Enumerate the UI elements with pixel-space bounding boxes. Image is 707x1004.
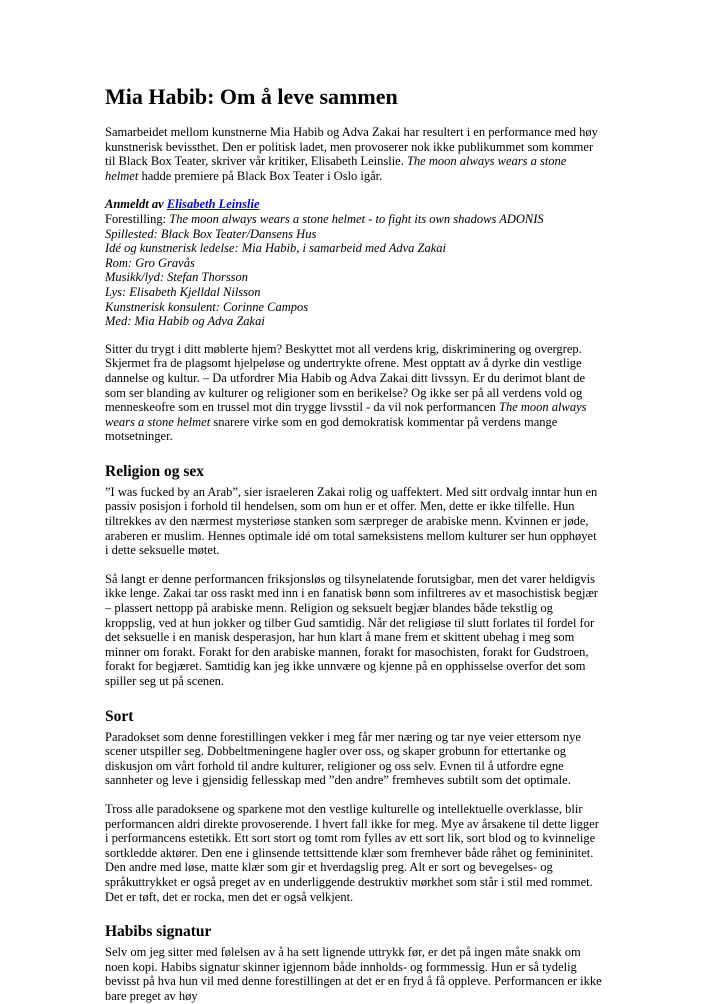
forestilling-label: Forestilling: xyxy=(105,211,170,226)
credit-line-forestilling xyxy=(105,212,602,227)
article-content xyxy=(105,84,602,1004)
article-title: Mia Habib: Om å leve sammen xyxy=(105,84,398,109)
credit-line-rom: Rom: Gro Gravås xyxy=(105,255,195,270)
paragraph-religion-1: ”I was fucked by an Arab”, sier israeleren Zakai rolig og uaffektert. Med sitt ordvalg inntar hun en passiv posisjon i forhold til hendelsen, som om hun er et offer. Men, dette er ikke tilfelle. Hun tiltrekkes av den nærmest mysteriøse stanken som særpreger de arabiske menn. Kvinnen er jøde, araberen er muslim. Hennes optimale idé om total sameksistens mellom kulturer ser hun opphøyet i dette seksuelle møtet. xyxy=(105,484,598,558)
credits-block xyxy=(105,197,602,328)
credit-line-reviewed-by xyxy=(105,197,602,212)
lead-paragraph xyxy=(105,125,602,183)
credit-line-med: Med: Mia Habib og Adva Zakai xyxy=(105,314,265,329)
paragraph-sort-2: Tross alle paradoksene og sparkene mot den vestlige kulturelle og intellektuelle overklasse, blir performancen aldri direkte provoserende. I hvert fall ikke for meg. Mye av årsakene til dette ligger i performancens estetikk. Ett sort stort og tomt rom fylles av ett sort lik, sort blod og to kvinnelige sortkledde aktører. Den ene i glinsende tettsittende klær som fremhever både råhet og femininitet. Den andre med løse, matte klær som gir et hverdagslig preg. Alt er sort og bevegelses- og språkuttrykket er også preget av en underliggende destruktiv mørkhet som står i stil med rommet. Det er tøft, det er rocka, men det er også velkjent. xyxy=(105,801,599,904)
intro-part1: Sitter du trygt i ditt møblerte hjem? Beskyttet mot all verdens krig, diskriminering og overgrep. Skjermet fra de plagsomt hjelpeløse og undertrykte ofrene. Mest opptatt av å dyrke din vestlige dannelse og kultur. – Da utfordrer Mia Habib og Adva Zakai ditt livssyn. Er du derimot blant de som ser blanding av kulturer og religioner som en berikelse? Og ikke ser på all verdens vold og menneskeofre som en trussel mot din trygge livsstil - da vil nok performancen xyxy=(105,341,586,415)
forestilling-value: The moon always wears a stone helmet - to fight its own shadows ADONIS xyxy=(169,211,544,226)
paragraph-sort-1: Paradokset som denne forestillingen vekker i meg får mer næring og tar nye veier ettersom nye scener utspiller seg. Dobbeltmeningene hagler over oss, og skaper grobunn for ettertanke og diskusjon om vårt forhold til andre kulturer, religioner og oss selv. Evnen til å utfordre egne sannheter og leve i gjensidig fellesskap med ”den andre” fremheves subtilt som det optimale. xyxy=(105,729,581,788)
credit-line-konsulent: Kunstnerisk konsulent: Corinne Campos xyxy=(105,299,309,314)
credit-line-musikk-lyd: Musikk/lyd: Stefan Thorsson xyxy=(105,270,249,285)
paragraph-habibs-signatur-1: Selv om jeg sitter med følelsen av å ha sett lignende uttrykk før, er det på ingen måte snakk om noen kopi. Habibs signatur skinner igjennom både innholds- og formmessig. Hun er så tydelig bevisst på hva hun vil med denne forestillingen at det er en fryd å få oppleve. Performancen er ikke bare preget av høy xyxy=(105,945,602,1003)
section-heading-religion-og-sex: Religion og sex xyxy=(105,462,205,480)
lead-part2: hadde premiere på Black Box Teater i Oslo igår. xyxy=(138,168,383,183)
credit-line-ide-ledelse: Idé og kunstnerisk ledelse: Mia Habib, i samarbeid med Adva Zakai xyxy=(105,241,447,256)
reviewer-link[interactable]: Elisabeth Leinslie xyxy=(166,197,260,212)
performance-title-italic: The moon always wears a stone helmet xyxy=(105,400,587,429)
paragraph-religion-2: Så langt er denne performancen friksjonsløs og tilsynelatende forutsigbar, men det varer heldigvis ikke lenge. Zakai tar oss raskt med inn i en fanatisk bønn som infiltreres av et masochistisk begjær – plassert nettopp på arabiske menn. Religion og seksuelt begjær blandes både tekstlig og kroppslig, ved at hun jokker og tilber Gud samtidig. Når det religiøse til slutt forlates til fordel for det seksuelle i en manisk desperasjon, har hun klart å mane frem et skittent ubehag i meg som minner om forakt. Forakt for den arabiske mannen, forakt for masochisten, forakt for Gudstroen, forakt for begjæret. Samtidig kan jeg ikke unnvære og kjenne på en opphisselse overfor det som spiller seg ut på scenen. xyxy=(105,571,598,688)
section-heading-habibs-signatur: Habibs signatur xyxy=(105,923,212,941)
performance-title-italic: The moon always wears a stone helmet xyxy=(105,154,567,183)
intro-paragraph xyxy=(105,342,602,444)
credit-line-lys: Lys: Elisabeth Kjelldal Nilsson xyxy=(105,284,261,299)
reviewed-by-label: Anmeldt av xyxy=(105,197,167,212)
credit-line-spillested: Spillested: Black Box Teater/Dansens Hus xyxy=(105,226,317,241)
section-heading-sort: Sort xyxy=(105,707,134,725)
lead-part1: Samarbeidet mellom kunstnerne Mia Habib og Adva Zakai har resultert i en performance med høy kunstnerisk bevissthet. Den er politisk ladet, men provoserer nok ikke publikummet som kommer til Black Box Teater, skriver vår kritiker, Elisabeth Leinslie. xyxy=(105,125,598,169)
intro-part2: snarere virke som en god demokratisk kommentar på verdens mange motsetninger. xyxy=(105,414,558,444)
